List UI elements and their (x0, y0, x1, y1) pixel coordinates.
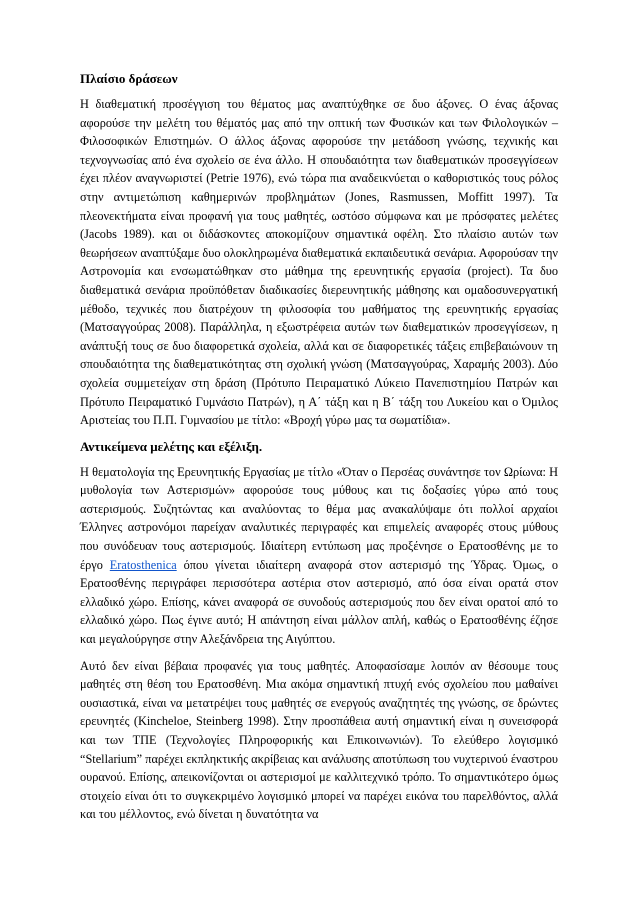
document-page (80, 70, 558, 832)
eratosthenica-link[interactable]: Eratosthenica (109, 557, 177, 572)
paragraph-text-before-link: Η θεματολογία της Ερευνητικής Εργασίας με τίτλο «Όταν ο Περσέας συνάντησε τον Ωρίωνα: Η μυθολογία των Αστερισμών» αφορούσε τους μύθους και τις δοξασίες γύρω από τους αστερισμούς. Συζητώντας και αναλύοντας το θέμα μας ανακαλύψαμε ότι πολλοί αρχαίοι Έλληνες αστρονόμοι παρείχαν αναλυτικές περιγραφές και επιμελείς αναφορές στους μύθους που συνόδευαν τους αστερισμούς. Ιδιαίτερη εντύπωση μας προξένησε ο Ερατοσθένης με το έργο (80, 464, 558, 572)
paragraph-framework: Η διαθεματική προσέγγιση του θέματος μας αναπτύχθηκε σε δυο άξονες. Ο ένας άξονας αφορούσε την μελέτη του θέματός μας από την οπτική των Φυσικών και των Φιλολογικών – Φιλοσοφικών Επιστημών. Ο άλλος άξονας αφορούσε την μετάδοση γνώσης, τεχνικής και τεχνογνωσίας από ένα σχολείο σε ένα άλλο. Η σπουδαιότητα των διαθεματικών προσεγγίσεων έχει πλέον αναγνωριστεί (Petrie 1976), ενώ τώρα πια αναδεικνύεται ο καθοριστικός τους ρόλος στην αντιμετώπιση καθημερινών προβλημάτων (Jones, Rasmussen, Moffitt 1997). Τα πλεονεκτήματα είναι προφανή για τους μαθητές, ωστόσο σύμφωνα και με πρόσφατες μελέτες (Jacobs 1989). και οι διδάσκοντες αποκομίζουν σημαντικά οφέλη. Στο πλαίσιο αυτών των θεωρήσεων αναπτύξαμε δυο ολοκληρωμένα διαθεματικά εκπαιδευτικά σενάρια. Αφορούσαν την Αστρονομία και ενσωματώθηκαν στο μάθημα της ερευνητικής εργασία (project). Τα δυο διαθεματικά σενάρια προϋπόθεταν διαδικασίες διερευνητικής μάθησης και ομαδοσυνεργατική μέθοδο, τεχνικές που διατρέχουν τη φιλοσοφία του μαθήματος της ερευνητικής εργασίας (Ματσαγγούρας 2008). Παράλληλα, η εξωστρέφεια αυτών των διαθεματικών προσεγγίσεων, η ανάπτυξή τους σε δυο διαφορετικά σχολεία, αλλά και σε διαφορετικές τάξεις επιβεβαιώνουν τη σπουδαιότητα της διαθεματικότητας στη σχολική γνώση (Ματσαγγούρας, Χαραμής 2003). Δύο σχολεία συμμετείχαν στη δράση (Πρότυπο Πειραματικό Λύκειο Πανεπιστημίου Πατρών και Πρότυπο Πειραματικό Γυμνάσιο Πατρών), η Α΄ τάξη και η Β΄ τάξη του Λυκείου και ο Όμιλος Αριστείας του Π.Π. Γυμνασίου με τίτλο: «Βροχή γύρω μας τα σωματίδια». (80, 97, 558, 428)
paragraph-objects-of-study (80, 463, 558, 649)
paragraph-students-research: Αυτό δεν είναι βέβαια προφανές για τους μαθητές. Αποφασίσαμε λοιπόν αν θέσουμε τους μαθητές στη θέση του Ερατοσθένη. Μια ακόμα σημαντική πτυχή ενός σχολείου που μαθαίνει ουσιαστικά, είναι να μετατρέψει τους μαθητές σε ενεργούς αναζητητές της γνώσης, σε δρώντες ερευνητές (Kincheloe, Steinberg 1998). Στην προσπάθεια αυτή σημαντική είναι η συνεισφορά και των ΤΠΕ (Τεχνολογίες Πληροφορικής και Επικοινωνιών). Το ελεύθερο λογισμικό “Stellarium” παρέχει εκπληκτικής ακρίβειας και ανάλυσης αποτύπωση του νυχτερινού έναστρου ουρανού. Επίσης, απεικονίζονται οι αστερισμοί με καλλιτεχνικό τρόπο. Το σημαντικότερο όμως στοιχείο είναι ότι το συγκεκριμένο λογισμικό μπορεί να παρέχει εικόνα του παρελθόντος, αλλά και του μέλλοντος, ενώ δίνεται η δυνατότητα να (80, 658, 558, 822)
paragraph-text-after-link: όπου γίνεται ιδιαίτερη αναφορά στον αστερισμό της Ύδρας. Όμως, ο Ερατοσθένης περιγράφει περισσότερα αστέρια στον αστερισμό, από όσα είναι ορατά στον ελλαδικό χώρο. Επίσης, κάνει αναφορά σε συνοδούς αστερισμούς που δεν είναι ορατοί από το ελλαδικό χώρο. Πως έγινε αυτό; Η απάντηση είναι μάλλον απλή, καθώς ο Ερατοσθένης έζησε και μεγαλούργησε στην Αλεξάνδρεια της Αιγύπτου. (80, 557, 558, 647)
section-heading-objects-of-study: Αντικείμενα μελέτης και εξέλιξη. (80, 438, 263, 454)
section-heading-framework: Πλαίσιο δράσεων (80, 71, 178, 86)
